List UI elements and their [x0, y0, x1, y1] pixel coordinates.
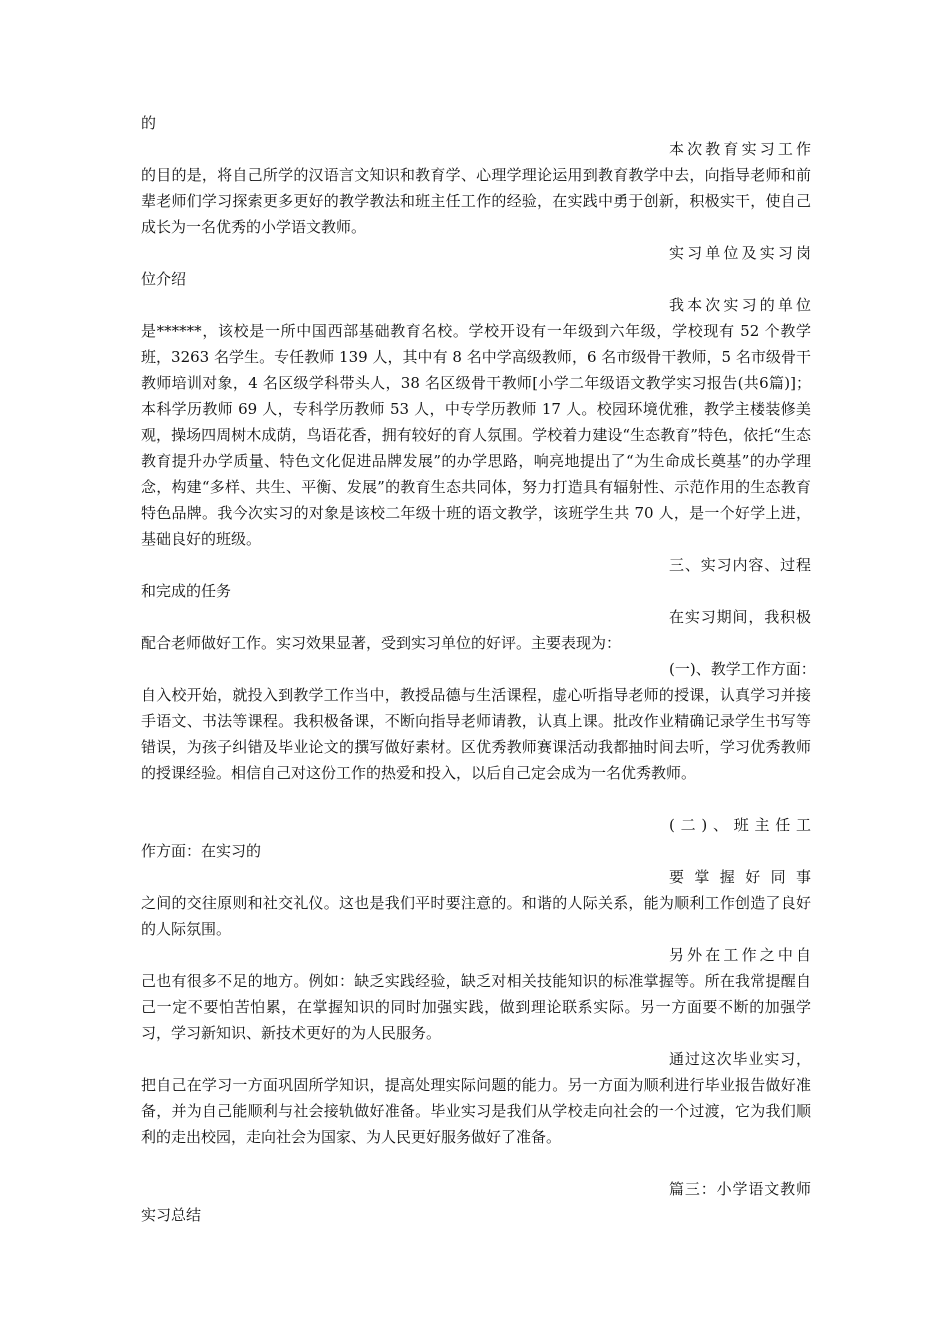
paragraph-lead: 另外在工作之中自 [669, 946, 811, 964]
heading-text: 实习总结 [141, 1206, 202, 1224]
paragraph-text: 自入校开始，就投入到教学工作当中，教授品德与生活课程，虚心听指导老师的授课，认真学习并接手语文、书法等课程。我积极备课，不断向指导老师请教，认真上课。批改作业精确记录学生书写等错误，为孩子纠错及毕业论文的撰写做好素材。区优秀教师赛课活动我都抽时间去听，学习优秀教师的授课经验。相信自己对这份工作的热爱和投入，以后自己定会成为一名优秀教师。 [141, 686, 811, 782]
heading-lead: (二)、班主任工 [669, 816, 811, 834]
paragraph-text: 配合老师做好工作。实习效果显著，受到实习单位的好评。主要表现为： [141, 634, 622, 652]
paragraph-2 [141, 136, 811, 240]
paragraph-lead: 我本次实习的单位 [669, 296, 811, 314]
paragraph-text: 己也有很多不足的地方。例如：缺乏实践经验，缺乏对相关技能知识的标准掌握等。所在我常提醒自己一定不要怕苦怕累，在掌握知识的同时加强实践，做到理论联系实际。另一方面要不断的加强学习，学习新知识、新技术更好的为人民服务。 [141, 972, 811, 1042]
section-heading-class-teacher [141, 812, 811, 864]
paragraph-performance [141, 604, 811, 656]
paragraph-teaching-work [141, 656, 816, 786]
paragraph-text: 的 [141, 114, 157, 132]
paragraph-text: 是******，该校是一所中国西部基础教育名校。学校开设有一年级到六年级，学校现有 52 个教学班，3263 名学生。专任教师 139 人，其中有 8 名中学高级教师，6 名市级骨干教师，5 名市级骨干教师培训对象，4 名区级学科带头人，38 名区级骨干教师[小学二年级语文教学实习报告(共6篇)]；本科学历教师 69 人，专科学历教师 53 人，中专学历教师 17 人。校园环境优雅，教学主楼装修美观，操场四周树木成荫，鸟语花香，拥有较好的育人氛围。学校着力建设“生态教育”特色，依托“生态教育提升办学质量、特色文化促进品牌发展”的办学思路，响亮地提出了“为生命成长奠基”的办学理念，构建“多样、共生、平衡、发展”的教育生态共同体，努力打造具有辐射性、示范作用的生态教育特色品牌。我今次实习的对象是该校二年级十班的语文教学，该班学生共 70 人，是一个好学上进，基础良好的班级。 [141, 322, 811, 548]
paragraph-lead: 在实习期间，我积极 [669, 608, 811, 626]
section-heading-content [141, 552, 811, 604]
heading-text: 位介绍 [141, 270, 187, 288]
heading-lead: 篇三：小学语文教师 [669, 1180, 811, 1198]
paragraph-lead: 本次教育实习工作 [669, 140, 811, 158]
paragraph-school-intro [141, 292, 811, 552]
section-heading-part-three [141, 1176, 811, 1228]
paragraph-spacer [141, 786, 811, 812]
paragraph-1 [141, 110, 811, 136]
section-heading-internship-unit [141, 240, 811, 292]
paragraph-conclusion [141, 1046, 811, 1150]
paragraph-text: 之间的交往原则和社交礼仪。这也是我们平时要注意的。和谐的人际关系，能为顺利工作创造了良好的人际氛围。 [141, 894, 811, 938]
heading-text: 作方面：在实习的 [141, 842, 262, 860]
heading-lead: 三、实习内容、过程 [669, 556, 811, 574]
paragraph-text: 把自己在学习一方面巩固所学知识，提高处理实际问题的能力。另一方面为顺利进行毕业报告做好准备，并为自己能顺利与社会接轨做好准备。毕业实习是我们从学校走向社会的一个过渡，它为我们顺利的走出校园，走向社会为国家、为人民更好服务做好了准备。 [141, 1076, 811, 1146]
document-page [141, 110, 816, 1228]
paragraph-lead: (一)、教学工作方面： [669, 660, 816, 678]
heading-lead: 实习单位及实习岗 [669, 244, 811, 262]
paragraph-shortcomings [141, 942, 811, 1046]
paragraph-spacer [141, 1150, 811, 1176]
paragraph-colleagues [141, 864, 811, 942]
paragraph-text: 的目的是，将自己所学的汉语言文知识和教育学、心理学理论运用到教育教学中去，向指导老师和前辈老师们学习探索更多更好的教学教法和班主任工作的经验，在实践中勇于创新，积极实干，使自己成长为一名优秀的小学语文教师。 [141, 166, 811, 236]
paragraph-lead: 通过这次毕业实习， [669, 1050, 811, 1068]
heading-text: 和完成的任务 [141, 582, 232, 600]
paragraph-lead: 要掌握好同事 [669, 868, 811, 886]
